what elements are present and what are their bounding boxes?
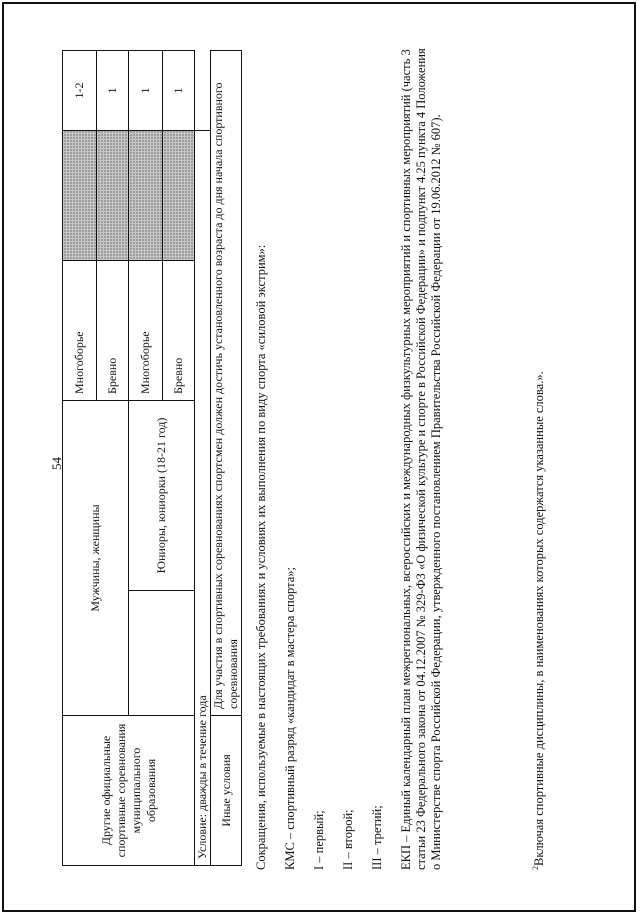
note-ekp: ЕКП – Единый календарный план межрегиональных, всероссийских и международных физкультурных мероприятий и спортивных мероприятий (часть 3 статьи 23 Федерального закона от 04.12.2007 № 329-ФЗ «О физической культуре и спорте в Российской Федерации» и подпункт 4.25 пункта 4 Положения о Министерстве спорта Российской Федерации, утвержденного постановлением Правительства Российской Федерации от 19.06.2012 № 607). bbox=[399, 48, 443, 870]
abbreviations-notes bbox=[254, 40, 458, 870]
note-second: II – второй; bbox=[341, 809, 355, 870]
note-kms: КМС – спортивный разряд «кандидат в мастера спорта»; bbox=[283, 567, 297, 870]
table-row bbox=[195, 51, 211, 866]
value-cell: 1 bbox=[97, 51, 129, 131]
discipline-cell: Бревно bbox=[97, 261, 129, 401]
shaded-cell bbox=[163, 131, 195, 261]
shaded-cell bbox=[129, 131, 163, 261]
discipline-cell: Бревно bbox=[163, 261, 195, 401]
shaded-cell bbox=[63, 131, 97, 261]
group-label-cell: Мужчины, женщины bbox=[63, 401, 129, 716]
page-number: 54 bbox=[49, 457, 64, 470]
shaded-cell bbox=[97, 131, 129, 261]
requirements-table bbox=[62, 50, 242, 866]
discipline-cell: Многоборье bbox=[129, 261, 163, 401]
value-cell: 1-2 bbox=[63, 51, 97, 131]
table-row bbox=[211, 51, 242, 866]
other-conditions-label: Иные условия bbox=[211, 716, 242, 866]
table-row bbox=[63, 51, 97, 866]
condition-cell: Условие: дважды в течение года bbox=[195, 131, 211, 866]
footnote bbox=[532, 40, 547, 870]
footnote-text: Включая спортивные дисциплины, в наименованиях которых содержатся указанные слова.». bbox=[532, 371, 546, 866]
footnote-mark: 2 bbox=[530, 866, 540, 870]
value-cell: 1 bbox=[129, 51, 163, 131]
note-third: III – третий; bbox=[370, 805, 384, 870]
spacer-cell bbox=[129, 591, 195, 716]
competition-cell: Другие официальные спортивные соревнования муниципального образования bbox=[63, 716, 195, 866]
value-cell: 1 bbox=[163, 51, 195, 131]
discipline-cell: Многоборье bbox=[63, 261, 97, 401]
notes-intro: Сокращения, используемые в настоящих требованиях и условиях их выполнения по виду спорта «силовой экстрим»: bbox=[254, 244, 268, 870]
group-label-cell: Юниоры, юниорки (18-21 год) bbox=[129, 401, 195, 591]
note-first: I – первый; bbox=[312, 810, 326, 870]
other-conditions-text: Для участия в спортивных соревнованиях спортсмен должен достичь установленного возраста до дня начала спортивного соревнования bbox=[211, 51, 242, 716]
